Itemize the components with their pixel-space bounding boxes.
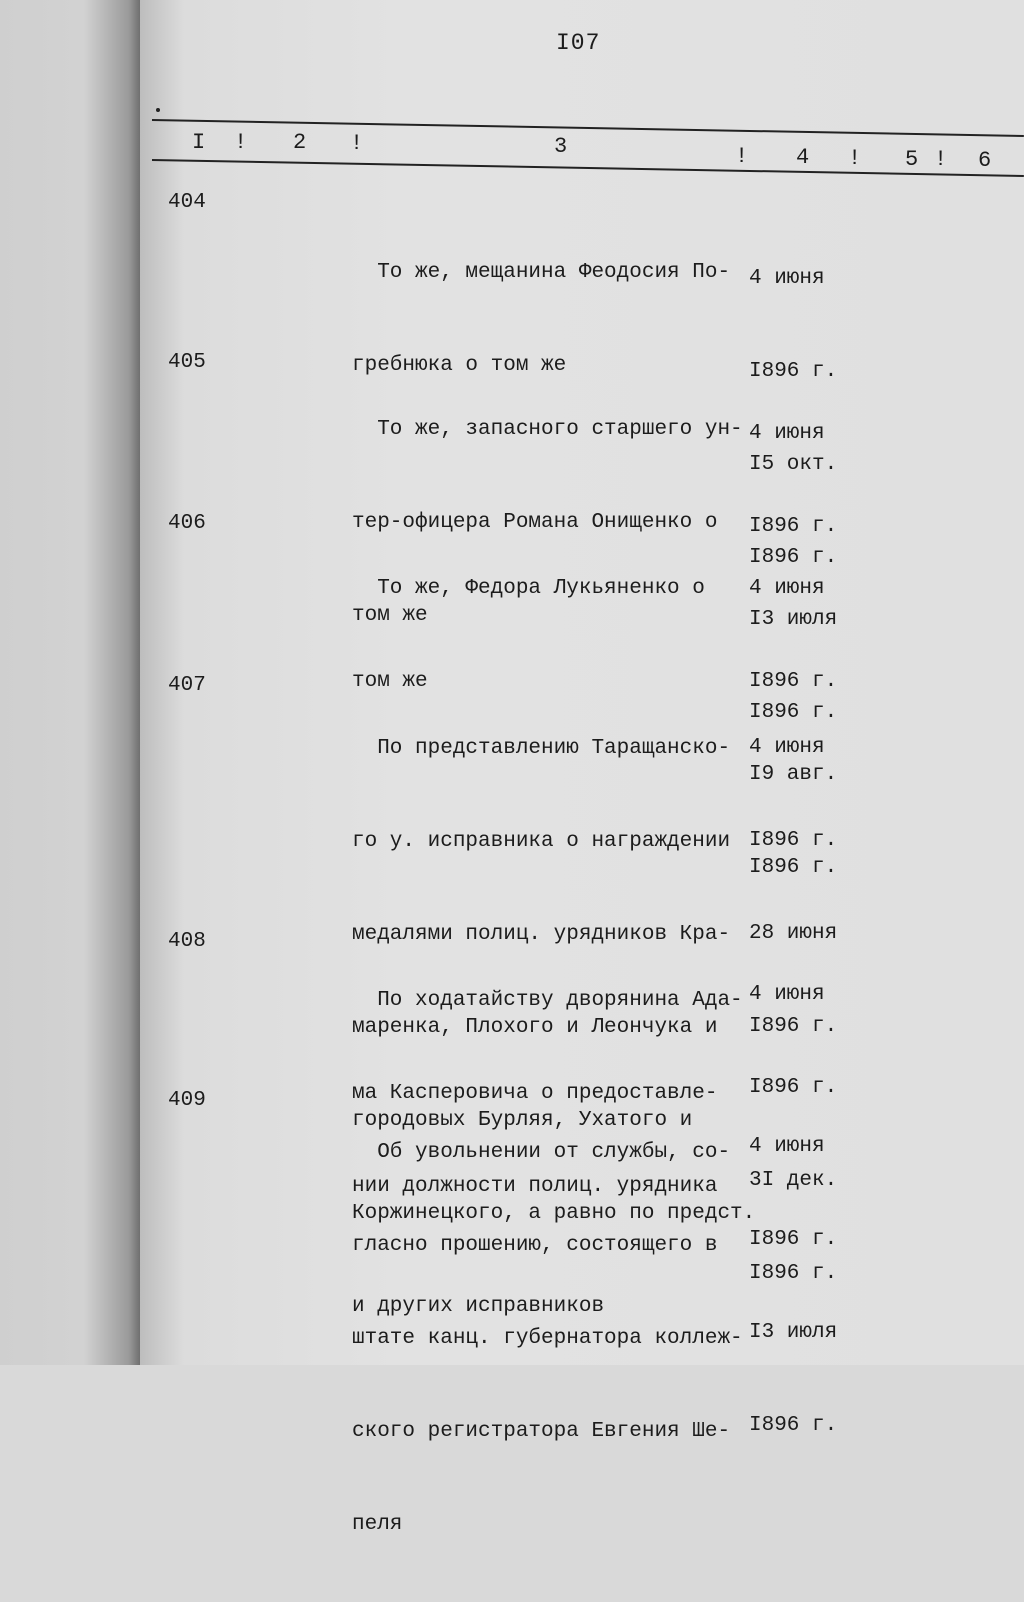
row-description: По ходатайству дворянина Ада- ма Касперовича о предоставле- нии должности полиц. урядника bbox=[352, 989, 743, 1198]
header-col-2: 2 bbox=[293, 130, 307, 155]
row-description: По представлению Таращанско- го у. исправника о награждении медалями полиц. урядников Кра- маренка, Плохого и Леончука и городовых Бурляя, Ухатого и Коржинецкого, а равно по предст. и других исправников bbox=[352, 737, 756, 1318]
margin-dot bbox=[156, 108, 160, 112]
row-number: 404 bbox=[168, 191, 206, 214]
row-dates: 4 июня I896 г. I9 авг. I896 г. bbox=[749, 577, 838, 879]
row-number: 409 bbox=[168, 1089, 206, 1112]
row-description: То же, Федора Лукьяненко о том же bbox=[352, 577, 705, 693]
page-number: I07 bbox=[556, 30, 601, 56]
row-number: 408 bbox=[168, 930, 206, 953]
row-description: Об увольнении от службы, со- гласно прошению, состоящего в штате канц. губернатора коллеж- ского регистратора Евгения Ше- пеля bbox=[352, 1141, 743, 1536]
header-col-3: 3 bbox=[554, 134, 568, 159]
header-separator: ! bbox=[234, 130, 248, 155]
row-number: 406 bbox=[168, 512, 206, 535]
row-dates: 4 июня I896 г. 3I дек. I896 г. bbox=[749, 983, 838, 1285]
header-col-6: 6 bbox=[978, 148, 992, 173]
header-separator: ! bbox=[848, 146, 862, 171]
header-col-4: 4 bbox=[796, 145, 810, 170]
header-separator: ! bbox=[934, 147, 948, 172]
header-col-1: I bbox=[192, 130, 206, 155]
row-dates: 4 июня I896 г. I3 июля I896 г. bbox=[749, 1135, 838, 1437]
header-separator: ! bbox=[735, 144, 749, 169]
row-number: 407 bbox=[168, 674, 206, 697]
header-col-5: 5 bbox=[905, 147, 919, 172]
row-dates: 4 июня I896 г. I3 июля I896 г. bbox=[749, 422, 838, 724]
left-page-edge bbox=[0, 0, 140, 1365]
row-dates: 4 июня I896 г. I5 окт. I896 г. bbox=[749, 267, 838, 569]
row-description: То же, запасного старшего ун- тер-офицера Романа Онищенко о том же bbox=[352, 418, 743, 627]
header-separator: ! bbox=[350, 131, 364, 156]
row-dates: 4 июня I896 г. 28 июня I896 г. bbox=[749, 736, 838, 1038]
row-number: 405 bbox=[168, 351, 206, 374]
row-description: То же, мещанина Феодосия По- гребнюка о том же bbox=[352, 261, 731, 377]
